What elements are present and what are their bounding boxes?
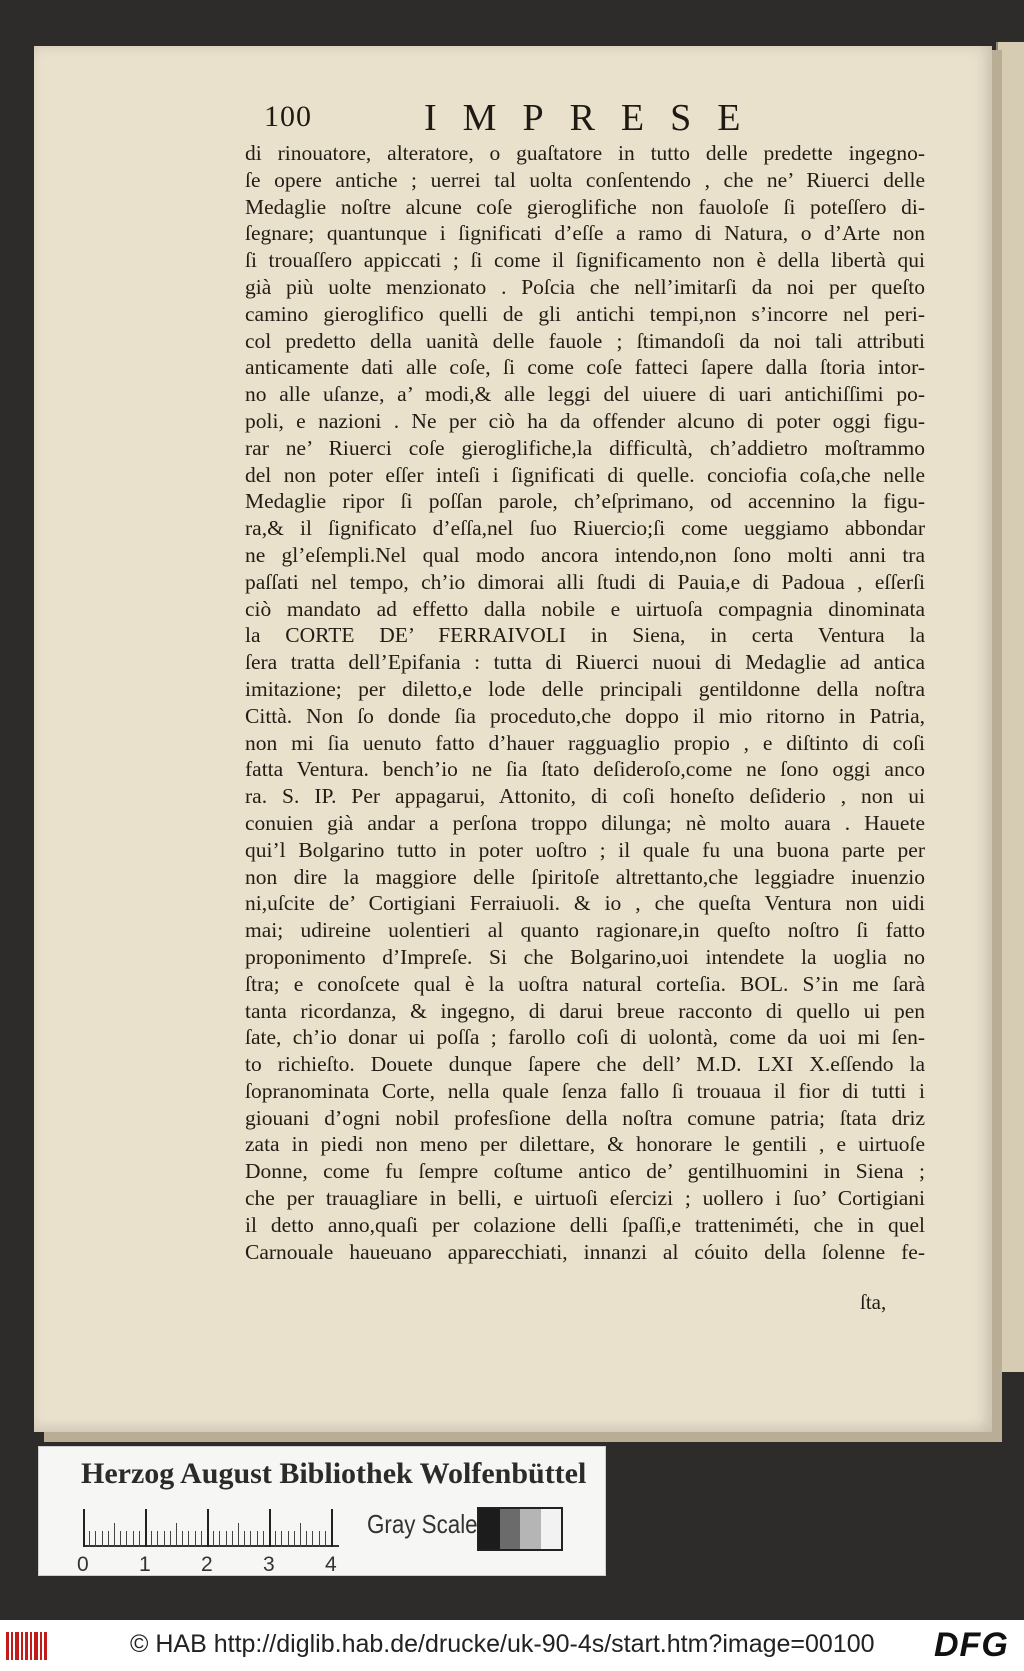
page-header [264, 96, 924, 140]
ruler-tick [263, 1531, 264, 1547]
text-line: proponimento d’Impreſe. Si che Bolgarino,uoi intendete la uoglia no [245, 944, 925, 969]
ruler-tick [300, 1523, 301, 1547]
ruler-tick [219, 1531, 220, 1547]
ruler-tick [325, 1531, 326, 1547]
ruler-number: 1 [139, 1553, 151, 1576]
barcode-icon [6, 1630, 48, 1662]
ruler-tick [188, 1531, 189, 1547]
ruler-tick [269, 1509, 271, 1547]
text-line: giouani d’ogni nobil profesſione della noſtra comune patria; ſtata driz [245, 1105, 925, 1130]
text-line: mai; udireine uolentieri al quanto ragionare,in queſto noſtro ſi fatto [245, 918, 925, 943]
footer-bar [0, 1620, 1024, 1671]
ruler-tick [312, 1531, 313, 1547]
gray-swatch [479, 1509, 500, 1549]
ruler-tick [120, 1531, 121, 1547]
ruler-tick [182, 1531, 183, 1547]
gray-swatch [520, 1509, 541, 1549]
text-line: Medaglie ripor ſi poſſan parole, ch’eſprimano, od accennino la figu- [245, 489, 925, 514]
ruler-tick [238, 1523, 239, 1547]
text-line: anticamente dati alle coſe, ſi come coſe fatteci ſapere dalla ſtoria intor- [245, 355, 925, 380]
ruler-tick [288, 1531, 289, 1547]
text-line: ra. S. IP. Per appagarui, Attonito, di coſi honeſto deſiderio , non ui [245, 784, 925, 809]
text-line: rar ne’ Riuerci coſe gieroglifiche,la difficultà, ch’addietro moſtrammo [245, 435, 925, 460]
ruler-tick [213, 1531, 214, 1547]
text-line: Donne, come fu ſempre coſtume antico de’ gentilhuomini in Siena ; [245, 1159, 925, 1184]
ruler-tick [275, 1531, 276, 1547]
dfg-logo: DFG [934, 1626, 1009, 1664]
gray-scale-swatches [477, 1507, 563, 1551]
text-line: conuien già andar a perſona troppo dilunga; nè molto auara . Hauete [245, 810, 925, 835]
text-line: Carnouale haueuano apparecchiati, innanzi al cóuito della ſolenne fe- [245, 1239, 925, 1264]
ruler-tick [207, 1509, 209, 1547]
text-line: zata in piedi non meno per dilettare, & honorare le gentili , e uirtuoſe [245, 1132, 925, 1157]
ruler-number: 4 [325, 1553, 337, 1576]
text-line: poli, e nazioni . Ne per ciò ha da offender alcuno di poter oggi figu- [245, 408, 925, 433]
text-line: ſera tratta dell’Epifania : tutta di Riuerci nuoui di Medaglie ad antica [245, 650, 925, 675]
text-line: tanta ricordanza, & ingegno, di darui breue racconto di quello ui pen [245, 998, 925, 1023]
ruler-number: 2 [201, 1553, 213, 1576]
text-line: qui’l Bolgarino tutto in poter uoſtro ; il quale fu una buona parte per [245, 837, 925, 862]
ruler-tick [294, 1531, 295, 1547]
ruler-tick [306, 1531, 307, 1547]
text-line: imitazione; per diletto,e lode delle principali gentildonne della noſtra [245, 676, 925, 701]
text-line: del non poter eſſer inteſi i ſignificati di quelle. conciofia coſa,che nelle [245, 462, 925, 487]
ruler-tick [281, 1531, 282, 1547]
text-line: paſſati nel tempo, ch’io dimorai alli ſtudi di Pauia,e di Padoua , eſſerſi [245, 569, 925, 594]
ruler-tick [164, 1531, 165, 1547]
ruler-tick [232, 1531, 233, 1547]
text-line: col predetto della uanità delle fauole ; ſtimandoſi da noi tali attributi [245, 328, 925, 353]
gray-swatch [500, 1509, 521, 1549]
text-line: no alle uſanze, a’ modi,& alle leggi del uiuere di uari antichiſſimi po- [245, 382, 925, 407]
gray-scale-label: Gray Scale [367, 1509, 478, 1539]
library-scale-card [38, 1446, 606, 1576]
text-line: ſegnare; quantunque i ſignificati d’eſſe a ramo di Natura, o d’Arte non [245, 221, 925, 246]
text-line: to richieſto. Douete dunque ſapere che dell’ M.D. LXI X.eſſendo la [245, 1052, 925, 1077]
ruler-tick [139, 1531, 140, 1547]
text-line: ſate, ch’io donar ui poſſa ; farollo coſi di uolontà, come da uoi mi ſen- [245, 1025, 925, 1050]
text-line: che per trauagliare in belli, e uirtuoſi eſercizi ; uollero i ſuo’ Cortigiani [245, 1186, 925, 1211]
text-line: ne gl’eſempli.Nel qual modo ancora intendo,non ſono molti anni tra [245, 542, 925, 567]
text-line: ra,& il ſignificato d’eſſa,nel ſuo Riuercio;ſi come ueggiamo abbondar [245, 516, 925, 541]
text-line: ſe opere antiche ; uerrei tal uolta conſentendo , che ne’ Riuerci delle [245, 167, 925, 192]
copyright-url[interactable]: © HAB http://diglib.hab.de/drucke/uk-90-4s/start.htm?image=00100 [130, 1630, 875, 1658]
ruler-tick [89, 1531, 90, 1547]
ruler-number: 0 [77, 1553, 89, 1576]
ruler-tick [195, 1531, 196, 1547]
ruler-tick [250, 1531, 251, 1547]
ruler-tick [257, 1531, 258, 1547]
ruler-tick [102, 1531, 103, 1547]
text-line: non dire la maggiore delle ſpiritoſe altrettanto,che leggiadre inuenzio [245, 864, 925, 889]
ruler-tick [157, 1531, 158, 1547]
scale-ruler [83, 1505, 339, 1547]
ruler-tick [145, 1509, 147, 1547]
text-line: ſtra; e conoſcete qual è la uoſtra natural corteſia. BOL. S’in me ſarà [245, 971, 925, 996]
text-line: ni,uſcite de’ Cortigiani Ferraiuoli. & io , che queſta Ventura non uidi [245, 891, 925, 916]
text-line: fatta Ventura. bench’io ne ſia ſtato deſideroſo,come ne ſono oggi anco [245, 757, 925, 782]
ruler-tick [226, 1531, 227, 1547]
ruler-tick [244, 1531, 245, 1547]
ruler-tick [126, 1531, 127, 1547]
ruler-tick [133, 1531, 134, 1547]
text-line: la CORTE DE’ FERRAIVOLI in Siena, in certa Ventura la [245, 623, 925, 648]
ruler-tick [176, 1523, 177, 1547]
page-number: 100 [264, 100, 312, 133]
text-line: camino gieroglifico quelli de gli antichi tempi,non s’incorre nel peri- [245, 301, 925, 326]
text-line: Medaglie noſtre alcune coſe gieroglifiche non fauoloſe ſi poteſſero di- [245, 194, 925, 219]
text-line: di rinouatore, alteratore, o guaſtatore in tutto delle predette ingegno- [245, 141, 925, 165]
text-line: ciò mandato ad effetto dalla nobile e uirtuoſa compagnia dinominata [245, 596, 925, 621]
ruler-tick [170, 1531, 171, 1547]
text-line: non mi ſia uenuto fatto d’hauer ragguaglio propio , e diſtinto di coſi [245, 730, 925, 755]
ruler-tick [319, 1531, 320, 1547]
ruler-tick [95, 1531, 96, 1547]
ruler-tick [83, 1509, 85, 1547]
library-name: Herzog August Bibliothek Wolfenbüttel [81, 1457, 587, 1490]
ruler-number: 3 [263, 1553, 275, 1576]
gray-swatch [541, 1509, 562, 1549]
text-line: ſi trouaſſero appiccati ; ſi come il ſignificamento non è della libertà qui [245, 248, 925, 273]
running-title: IMPRESE [424, 97, 767, 139]
text-line: Città. Non ſo donde ſia proceduto,che doppo il mio ritorno in Patria, [245, 703, 925, 728]
body-text [245, 140, 925, 1265]
ruler-tick [201, 1531, 202, 1547]
text-line: il detto anno,quaſi per colazione delli ſpaſſi,e tratteniméti, che in quel [245, 1212, 925, 1237]
ruler-tick [151, 1531, 152, 1547]
ruler-tick [108, 1531, 109, 1547]
text-line: ſopranominata Corte, nella quale ſenza fallo ſi trouaua il fior di tutti i [245, 1078, 925, 1103]
ruler-tick [331, 1509, 333, 1547]
text-line: già più uolte menzionato . Poſcia che nell’imitarſi da noi per queſto [245, 274, 925, 299]
ruler-tick [114, 1523, 115, 1547]
catchword: ſta, [860, 1290, 887, 1314]
